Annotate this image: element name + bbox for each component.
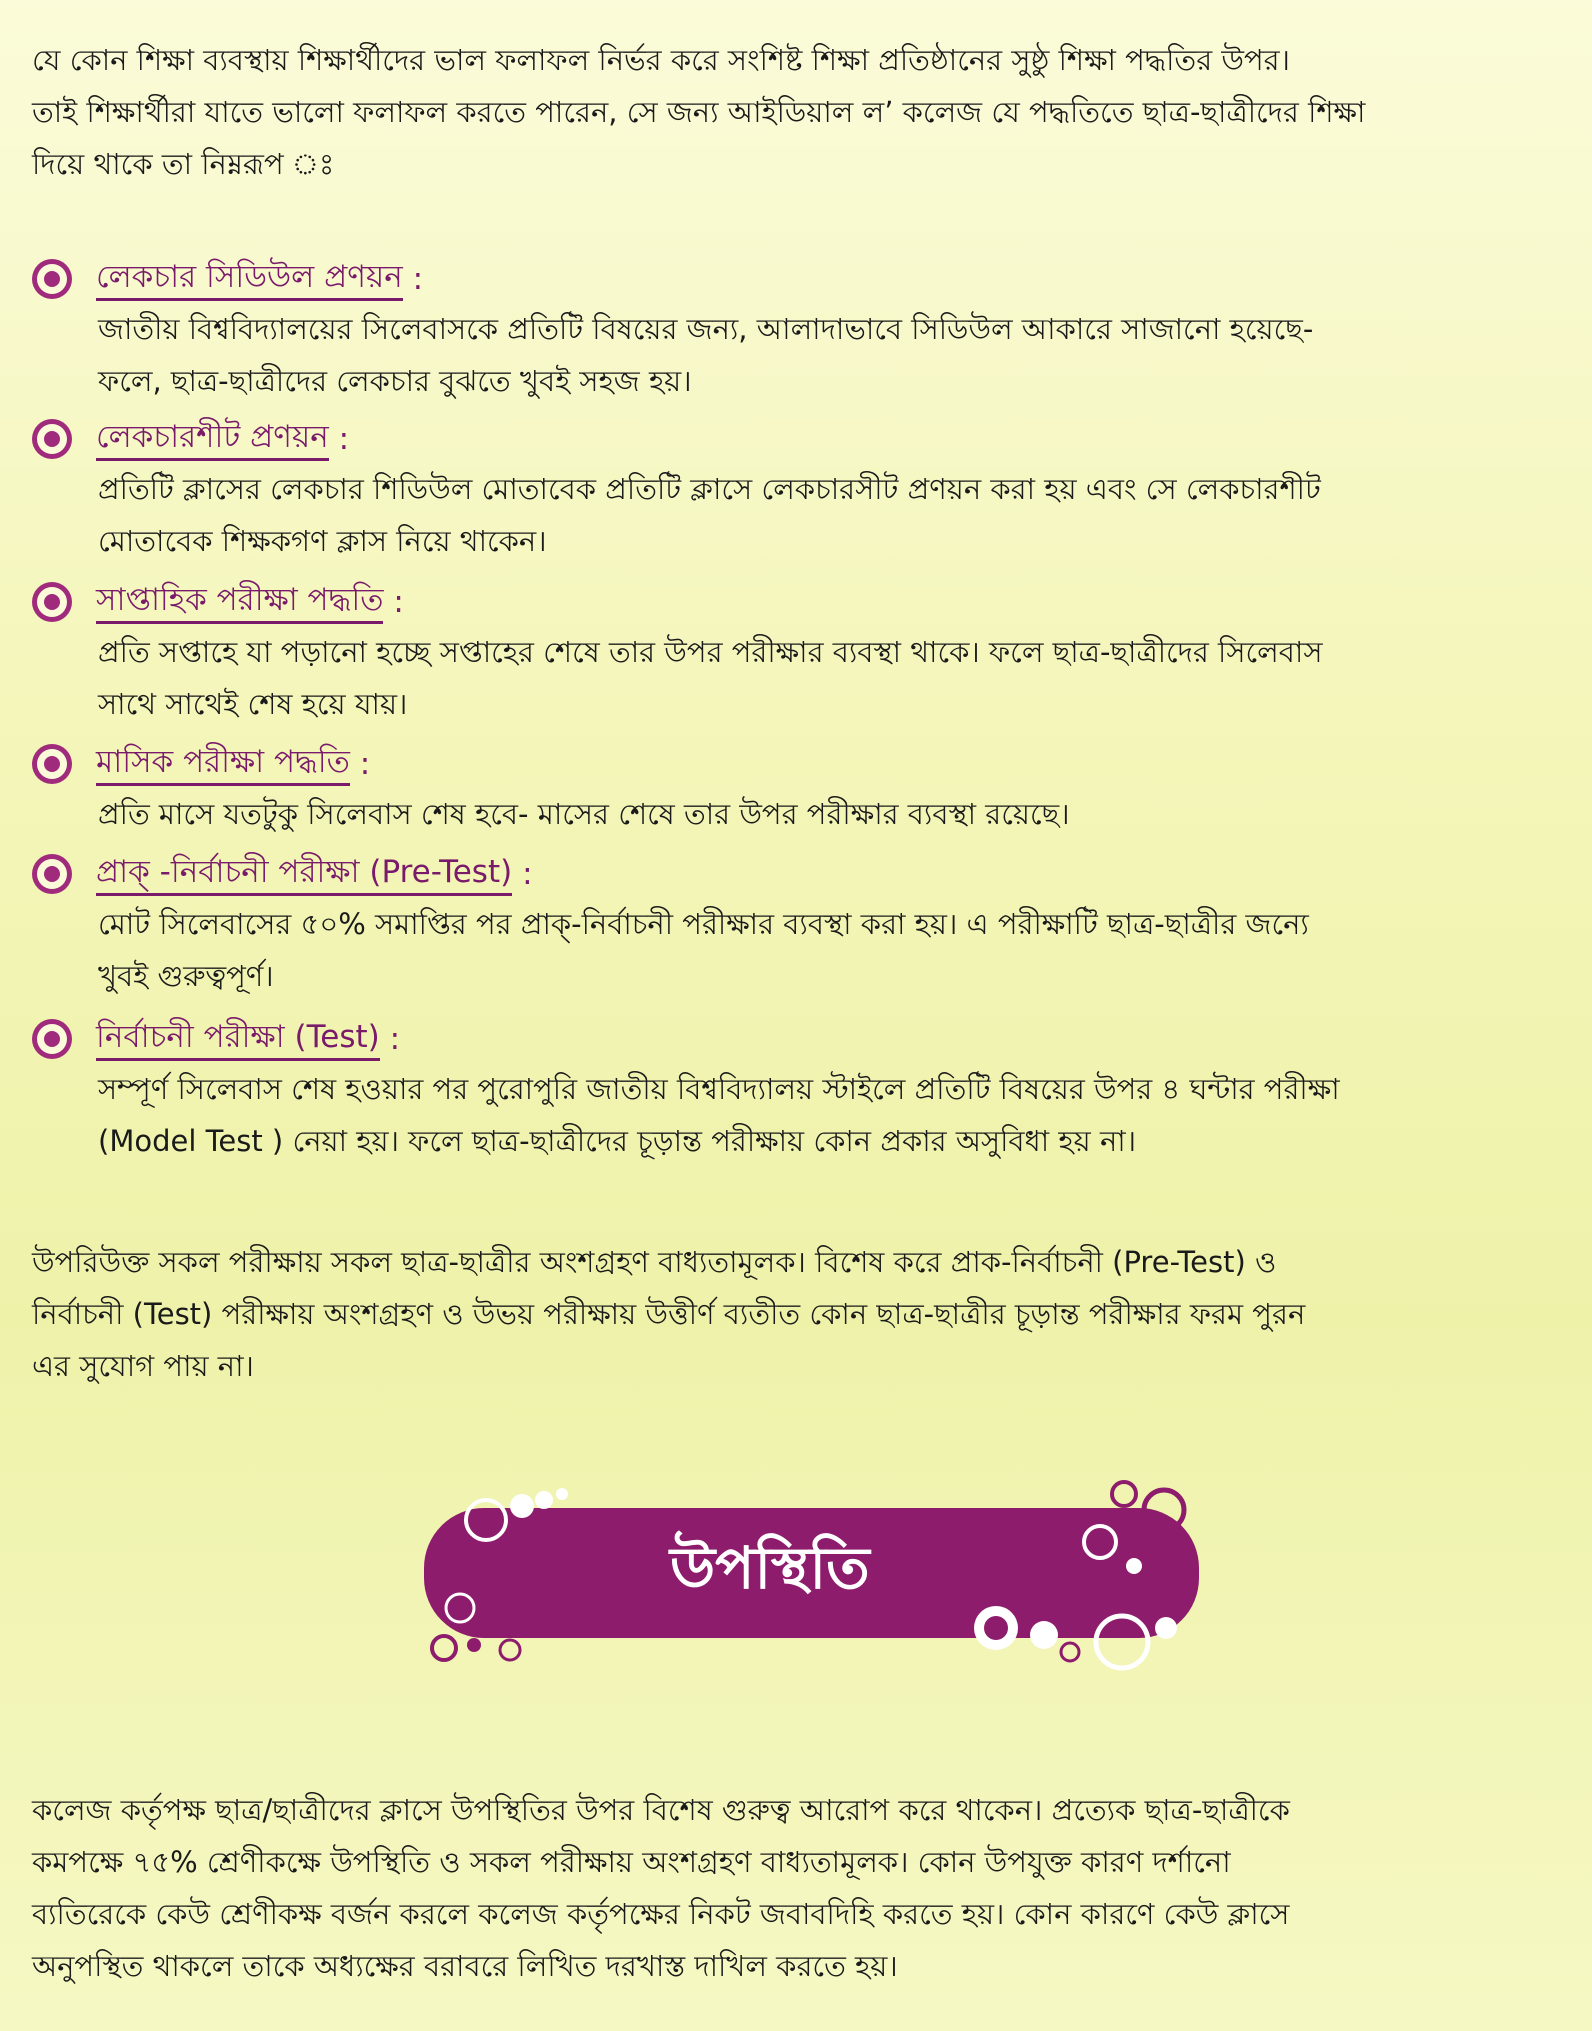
attendance-line: অনুপস্থিত থাকলে তাকে অধ্যক্ষের বরাবরে লিখিত দরখাস্ত দাখিল করতে হয়। [32, 1949, 898, 1983]
attendance-line: ব্যতিরেকে কেউ শ্রেণীকক্ষ বর্জন করলে কলেজ কর্তৃপক্ষের নিকট জবাবদিহি করতে হয়। কোন কারণে কেউ ক্লাসে [32, 1897, 1290, 1931]
target-bullet-icon [32, 744, 72, 784]
target-bullet-icon [32, 259, 72, 299]
section-body [98, 463, 1560, 567]
section-body [98, 303, 1560, 407]
section-pre-test [32, 850, 1560, 1002]
section-body [98, 1063, 1560, 1167]
target-bullet-icon [32, 582, 72, 622]
summary-line: নির্বাচনী (Test) পরীক্ষায় অংশগ্রহণ ও উভয় পরীক্ষায় উত্তীর্ণ ব্যতীত কোন ছাত্র-ছাত্রীর চূড়ান্ত পরীক্ষার ফরম পুরন [32, 1297, 1306, 1331]
section-weekly-exam [32, 578, 1560, 730]
section-lecture-schedule [32, 255, 1560, 407]
summary-line: উপরিউক্ত সকল পরীক্ষায় সকল ছাত্র-ছাত্রীর অংশগ্রহণ বাধ্যতামূলক। বিশেষ করে প্রাক-নির্বাচনী (Pre-Test) ও [32, 1245, 1277, 1279]
body-line: প্রতি সপ্তাহে যা পড়ানো হচ্ছে সপ্তাহের শেষে তার উপর পরীক্ষার ব্যবস্থা থাকে। ফলে ছাত্র-ছাত্রীদের সিলেবাস [98, 635, 1323, 669]
intro-paragraph [32, 34, 1560, 190]
target-bullet-icon [32, 1019, 72, 1059]
section-monthly-exam [32, 740, 1560, 840]
attendance-line: কমপক্ষে ৭৫% শ্রেণীকক্ষে উপস্থিতি ও সকল পরীক্ষায় অংশগ্রহণ বাধ্যতামূলক। কোন উপযুক্ত কারণ দর্শানো [32, 1845, 1231, 1879]
section-title: লেকচারশীট প্রণয়ন [96, 417, 329, 461]
title-colon: : [383, 584, 404, 620]
target-bullet-icon [32, 854, 72, 894]
section-lecture-sheet [32, 415, 1560, 567]
body-line: মোতাবেক শিক্ষকগণ ক্লাস নিয়ে থাকেন। [98, 524, 547, 558]
title-colon: : [328, 421, 350, 457]
intro-line: দিয়ে থাকে তা নিম্নরূপ ঃ [32, 147, 335, 181]
summary-paragraph [32, 1236, 1560, 1392]
title-colon: : [402, 261, 424, 297]
banner-title: উপস্থিতি [670, 1534, 870, 1602]
intro-line: তাই শিক্ষার্থীরা যাতে ভালো ফলাফল করতে পারেন, সে জন্য আইডিয়াল ল’ কলেজ যে পদ্ধতিতে ছাত্র-ছাত্রীদের শিক্ষা [32, 95, 1366, 129]
section-test [32, 1015, 1560, 1167]
attendance-paragraph [32, 1784, 1560, 1992]
body-line: সম্পূর্ণ সিলেবাস শেষ হওয়ার পর পুরোপুরি জাতীয় বিশ্ববিদ্যালয় স্টাইলে প্রতিটি বিষয়ের উপর ৪ ঘন্টার পরীক্ষা [98, 1072, 1340, 1106]
summary-line: এর সুযোগ পায় না। [32, 1349, 254, 1383]
title-colon: : [512, 856, 533, 892]
title-colon: : [379, 1021, 401, 1057]
attendance-line: কলেজ কর্তৃপক্ষ ছাত্র/ছাত্রীদের ক্লাসে উপস্থিতির উপর বিশেষ গুরুত্ব আরোপ করে থাকেন। প্রত্যেক ছাত্র-ছাত্রীকে [32, 1793, 1290, 1827]
body-line: (Model Test ) নেয়া হয়। ফলে ছাত্র-ছাত্রীদের চূড়ান্ত পরীক্ষায় কোন প্রকার অসুবিধা হয় না। [98, 1124, 1137, 1158]
body-line: প্রতিটি ক্লাসের লেকচার শিডিউল মোতাবেক প্রতিটি ক্লাসে লেকচারসীট প্রণয়ন করা হয় এবং সে লেকচারশীট [98, 472, 1321, 506]
body-line: খুবই গুরুত্বপূর্ণ। [98, 959, 274, 993]
body-line: সাথে সাথেই শেষ হয়ে যায়। [98, 687, 408, 721]
target-bullet-icon [32, 419, 72, 459]
section-title: লেকচার সিডিউল প্রণয়ন [96, 257, 403, 301]
body-line: ফলে, ছাত্র-ছাত্রীদের লেকচার বুঝতে খুবই সহজ হয়। [98, 364, 692, 398]
section-title: মাসিক পরীক্ষা পদ্ধতি [96, 742, 350, 786]
body-line: প্রতি মাসে যতটুকু সিলেবাস শেষ হবে- মাসের শেষে তার উপর পরীক্ষার ব্যবস্থা রয়েছে। [98, 797, 1070, 831]
attendance-banner [424, 1470, 1199, 1677]
section-title: সাপ্তাহিক পরীক্ষা পদ্ধতি [96, 580, 383, 624]
section-body [98, 898, 1560, 1002]
intro-line: যে কোন শিক্ষা ব্যবস্থায় শিক্ষার্থীদের ভাল ফলাফল নির্ভর করে সংশিষ্ট শিক্ষা প্রতিষ্ঠানের সুষ্ঠু শিক্ষা পদ্ধতির উপর। [32, 43, 1290, 77]
section-title: প্রাক্‌ -নির্বাচনী পরীক্ষা (Pre-Test) [96, 852, 512, 896]
section-body [98, 626, 1560, 730]
section-body [98, 788, 1560, 840]
title-colon: : [349, 746, 371, 782]
section-title: নির্বাচনী পরীক্ষা (Test) [96, 1017, 380, 1061]
body-line: জাতীয় বিশ্ববিদ্যালয়ের সিলেবাসকে প্রতিটি বিষয়ের জন্য, আলাদাভাবে সিডিউল আকারে সাজানো হয়েছে- [98, 312, 1314, 346]
body-line: মোট সিলেবাসের ৫০% সমাপ্তির পর প্রাক্-নির্বাচনী পরীক্ষার ব্যবস্থা করা হয়। এ পরীক্ষাটি ছাত্র-ছাত্রীর জন্যে [98, 907, 1309, 941]
